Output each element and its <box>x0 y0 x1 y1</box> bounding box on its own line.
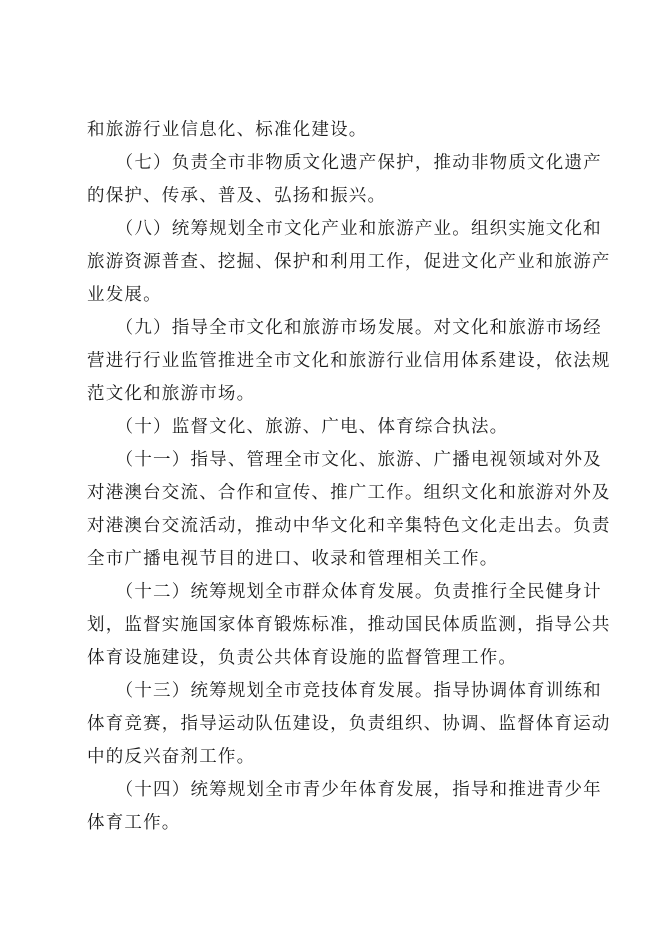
paragraph-item-10 <box>87 411 584 444</box>
paragraph-item-14 <box>87 774 602 840</box>
text-line: 体育工作。 <box>87 813 181 833</box>
paragraph-item-7 <box>87 147 602 213</box>
text-line: 体育设施建设，负责公共体育设施的监督管理工作。 <box>87 648 518 668</box>
paragraph-item-13 <box>87 675 611 774</box>
text-line: 和旅游行业信息化、标准化建设。 <box>87 120 368 140</box>
paragraph-item-12 <box>87 576 611 675</box>
text-line: （十一）指导、管理全市文化、旅游、广播电视领域对外及 <box>87 450 602 470</box>
text-line: （十）监督文化、旅游、广电、体育综合执法。 <box>87 417 509 437</box>
text-line: 的保护、传承、普及、弘扬和振兴。 <box>87 186 387 206</box>
text-line: 业发展。 <box>87 285 162 305</box>
paragraph-item-8 <box>87 213 611 312</box>
paragraph-item-11 <box>87 444 611 576</box>
text-line: 范文化和旅游市场。 <box>87 384 256 404</box>
paragraph-continuation <box>87 114 584 147</box>
text-line: 体育竞赛，指导运动队伍建设，负责组织、协调、监督体育运动 <box>87 714 611 734</box>
text-line: （八）统筹规划全市文化产业和旅游产业。组织实施文化和 <box>87 219 602 239</box>
text-line: （七）负责全市非物质文化遗产保护，推动非物质文化遗产 <box>87 153 602 173</box>
text-line: 旅游资源普查、挖掘、保护和利用工作，促进文化产业和旅游产 <box>87 252 611 272</box>
text-line: （九）指导全市文化和旅游市场发展。对文化和旅游市场经 <box>87 318 602 338</box>
text-line: 中的反兴奋剂工作。 <box>87 747 256 767</box>
text-line: 对港澳台交流、合作和宣传、推广工作。组织文化和旅游对外及 <box>87 483 611 503</box>
text-line: 营进行行业监管推进全市文化和旅游行业信用体系建设，依法规 <box>87 351 611 371</box>
text-line: 对港澳台交流活动，推动中华文化和辛集特色文化走出去。负责 <box>87 516 611 536</box>
paragraph-item-9 <box>87 312 611 411</box>
text-line: 划，监督实施国家体育锻炼标准，推动国民体质监测，指导公共 <box>87 615 611 635</box>
text-line: 全市广播电视节目的进口、收录和管理相关工作。 <box>87 549 499 569</box>
text-line: （十二）统筹规划全市群众体育发展。负责推行全民健身计 <box>87 582 602 602</box>
text-line: （十三）统筹规划全市竞技体育发展。指导协调体育训练和 <box>87 681 602 701</box>
text-line: （十四）统筹规划全市青少年体育发展，指导和推进青少年 <box>87 780 602 800</box>
